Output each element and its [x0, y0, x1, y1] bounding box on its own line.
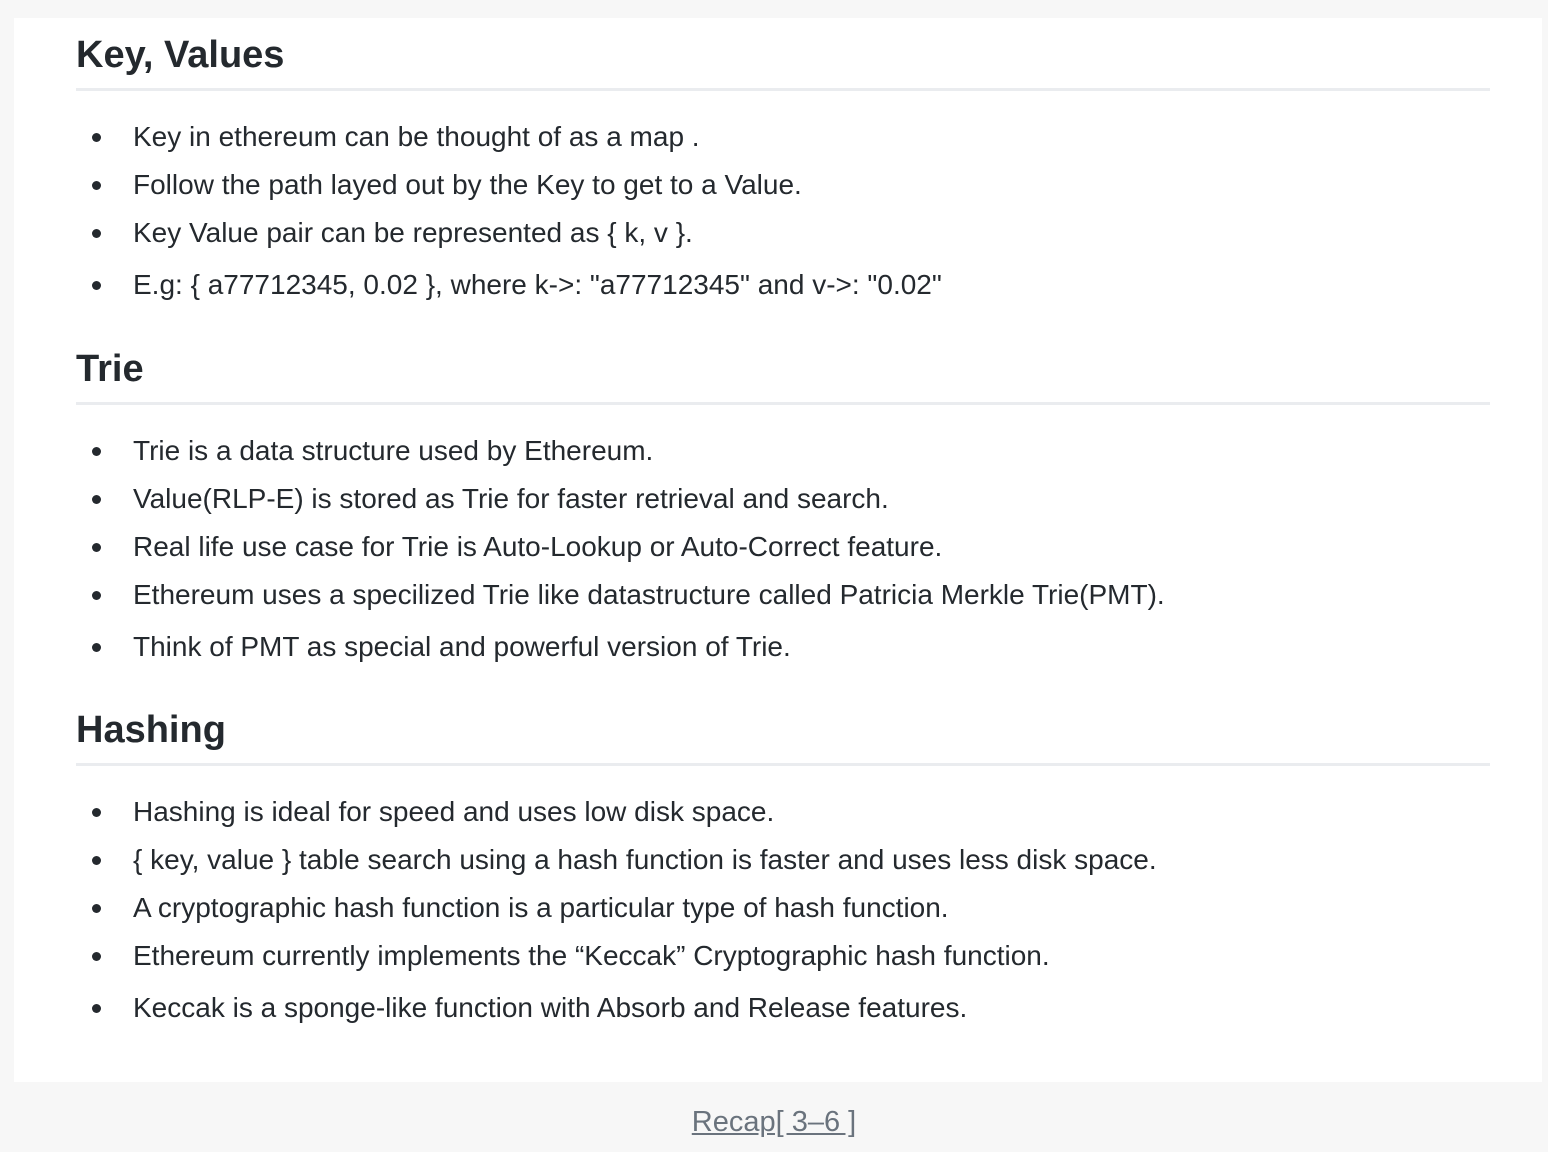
- bullet-icon: [92, 591, 101, 600]
- section-trie: [76, 350, 1490, 671]
- content-card: [14, 18, 1542, 1082]
- list-item: Key in ethereum can be thought of as a map .: [76, 113, 1490, 161]
- bullet-list: [76, 427, 1490, 671]
- bullet-icon: [92, 495, 101, 504]
- bullet-icon: [92, 133, 101, 142]
- section-key-values: [76, 36, 1490, 309]
- section-heading: Key, Values: [76, 36, 1490, 91]
- bullet-icon: [92, 181, 101, 190]
- list-item: Hashing is ideal for speed and uses low disk space.: [76, 788, 1490, 836]
- list-item: Trie is a data structure used by Ethereum.: [76, 427, 1490, 475]
- caption-container: [0, 1106, 1548, 1139]
- bullet-list: [76, 788, 1490, 1032]
- list-item: Ethereum uses a specilized Trie like datastructure called Patricia Merkle Trie(PMT).: [76, 571, 1490, 619]
- bullet-icon: [92, 229, 101, 238]
- bullet-icon: [92, 904, 101, 913]
- list-item: { key, value } table search using a hash function is faster and uses less disk space.: [76, 836, 1490, 884]
- list-item: Value(RLP-E) is stored as Trie for faster retrieval and search.: [76, 475, 1490, 523]
- bullet-icon: [92, 1004, 101, 1013]
- list-item: Ethereum currently implements the “Keccak” Cryptographic hash function.: [76, 932, 1490, 980]
- section-hashing: [76, 711, 1490, 1032]
- bullet-icon: [92, 447, 101, 456]
- bullet-icon: [92, 856, 101, 865]
- section-heading: Trie: [76, 350, 1490, 405]
- section-heading: Hashing: [76, 711, 1490, 766]
- list-item: A cryptographic hash function is a particular type of hash function.: [76, 884, 1490, 932]
- bullet-icon: [92, 808, 101, 817]
- list-item: Key Value pair can be represented as { k, v }.: [76, 209, 1490, 257]
- list-item: Think of PMT as special and powerful version of Trie.: [76, 623, 1490, 671]
- bullet-icon: [92, 281, 101, 290]
- bullet-icon: [92, 543, 101, 552]
- bullet-icon: [92, 643, 101, 652]
- bullet-list: [76, 113, 1490, 309]
- list-item: E.g: { a77712345, 0.02 }, where k->: "a77712345" and v->: "0.02": [76, 261, 1490, 309]
- list-item: Real life use case for Trie is Auto-Lookup or Auto-Correct feature.: [76, 523, 1490, 571]
- list-item: Keccak is a sponge-like function with Absorb and Release features.: [76, 984, 1490, 1032]
- bullet-icon: [92, 952, 101, 961]
- recap-caption-link[interactable]: Recap[ 3–6 ]: [691, 1106, 857, 1138]
- list-item: Follow the path layed out by the Key to get to a Value.: [76, 161, 1490, 209]
